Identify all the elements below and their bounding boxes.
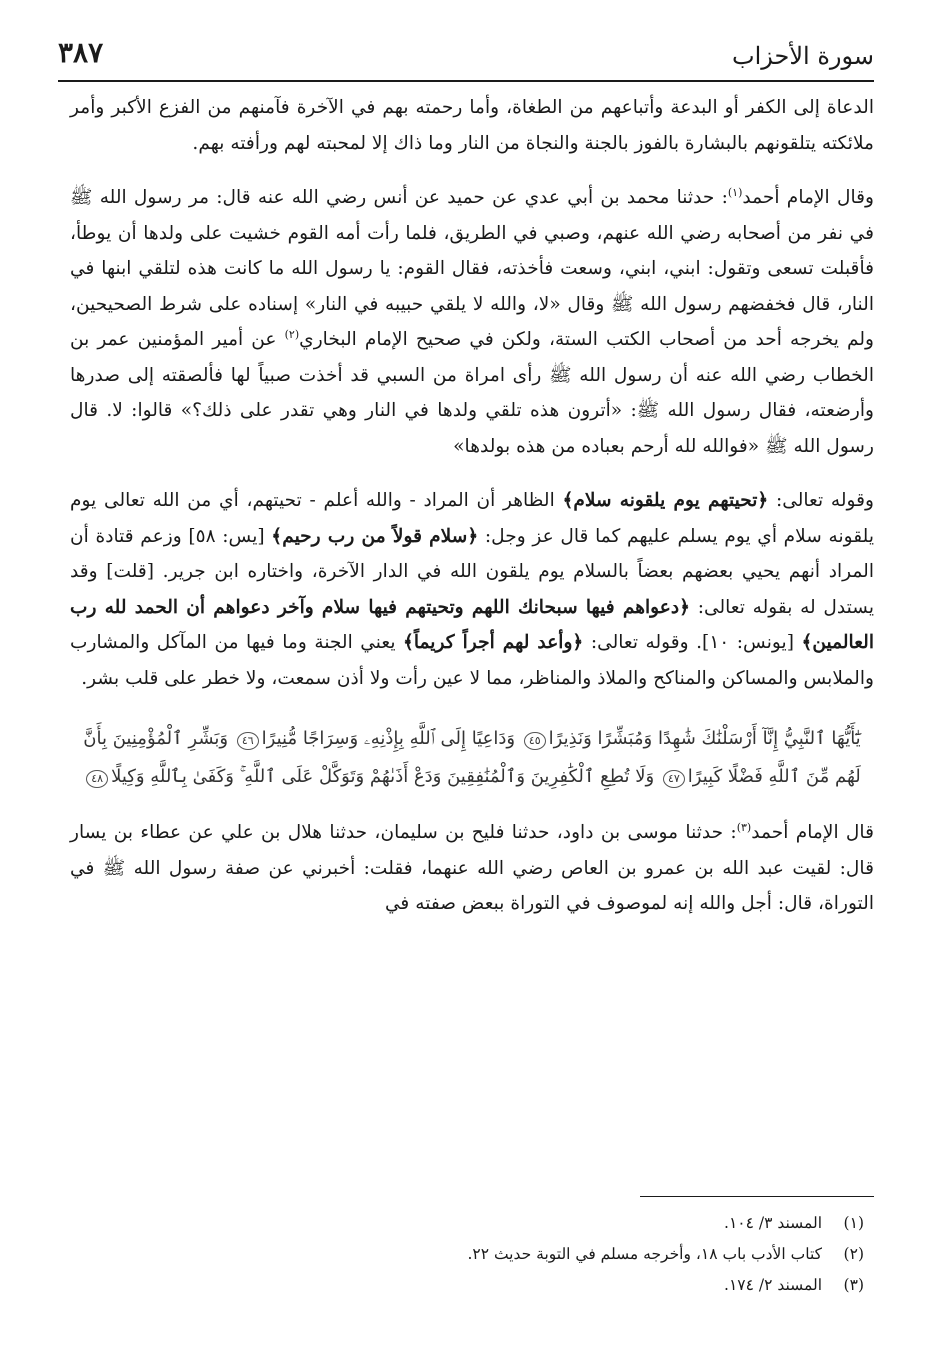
p4-start: قال الإمام أحمد xyxy=(751,822,874,843)
footnote-ref-1: (١) xyxy=(727,185,743,199)
footnote-3 xyxy=(70,1270,864,1301)
verse-number-46: ٤٦ xyxy=(237,732,259,750)
footnote-ref-3: (٣) xyxy=(736,820,752,834)
quran-quote-4: ﴿وأعد لهم أجراً كريماً﴾ xyxy=(403,632,584,653)
paragraph-3 xyxy=(70,483,874,696)
quran-verses-block xyxy=(70,720,874,796)
verse-48: وَلَا تُطِعِ ٱلْكَٰفِرِينَ وَٱلْمُنَٰفِقِينَ وَدَعْ أَذَىٰهُمْ وَتَوَكَّلْ عَلَى ٱللَّهِ ۚ وَكَفَىٰ بِٱللَّهِ وَكِيلًا xyxy=(111,766,655,787)
p4-end: : حدثنا موسى بن داود، حدثنا فليح بن سليمان، حدثنا هلال بن علي عن عطاء بن يسار قال: لقيت عبد الله بن عمرو بن العاص رضي الله عنهما، فقلت: أخبرني عن صفة رسول الله ﷺ في التوراة، قال: أجل والله إنه لموصوف في التوراة ببعض صفته في xyxy=(70,822,874,914)
surah-title: سورة الأحزاب xyxy=(732,42,874,70)
footnote-text: المسند ٢/ ١٧٤. xyxy=(724,1276,822,1294)
p3-text-b: الظاهر أن المراد - والله أعلم - تحيتهم، أي من الله تعالى يوم يلقونه سلام أي يوم يسلم عليهم كما قال عز وجل: xyxy=(70,490,874,547)
verse-number-47: ٤٧ xyxy=(663,770,685,788)
verse-46: وَدَاعِيًا إِلَى ٱللَّهِ بِإِذْنِهِۦ وَسِرَاجًا مُّنِيرًا xyxy=(261,728,516,749)
paragraph-4 xyxy=(70,815,874,922)
paragraph-2 xyxy=(70,180,874,464)
p3-text-e: يعني الجنة وما فيها من المآكل والمشارب والملابس والمساكن والمناكح والملاذ والمناظر، مما لا عين رأت ولا أذن سمعت، ولا خطر على قلب بشر. xyxy=(70,632,874,689)
p3-text-d: [يونس: ١٠]. وقوله تعالى: xyxy=(583,632,802,653)
verse-number-45: ٤٥ xyxy=(524,732,546,750)
verse-45: يَٰٓأَيُّهَا ٱلنَّبِيُّ إِنَّآ أَرْسَلْنَٰكَ شَٰهِدًا وَمُبَشِّرًا وَنَذِيرًا xyxy=(548,728,861,749)
quran-quote-2: ﴿سلام قولاً من رب رحيم﴾ xyxy=(271,525,479,547)
quran-quote-1: ﴿تحيتهم يوم يلقونه سلام﴾ xyxy=(562,490,769,511)
verse-number-48: ٤٨ xyxy=(86,770,108,788)
footnote-number: (٢) xyxy=(843,1245,864,1263)
footnote-ref-2: (٢) xyxy=(284,327,300,341)
page-number: ٣٨٧ xyxy=(58,36,104,69)
footnote-divider xyxy=(640,1196,874,1197)
footnote-2 xyxy=(70,1239,864,1270)
page-header xyxy=(58,30,874,82)
footnote-number: (١) xyxy=(843,1214,864,1232)
page-body xyxy=(70,90,874,922)
p2-start: وقال الإمام أحمد xyxy=(742,187,874,208)
footnote-number: (٣) xyxy=(843,1276,864,1294)
p3-text-a: وقوله تعالى: xyxy=(768,490,874,511)
quran-quote-3: ﴿دعواهم فيها سبحانك اللهم وتحيتهم فيها سلام وآخر دعواهم أن الحمد لله رب العالمين﴾ xyxy=(70,596,874,653)
p2-middle: : حدثنا محمد بن أبي عدي عن حميد عن أنس رضي الله عنه قال: مر رسول الله ﷺ في نفر من أصحابه رضي الله عنهم، وصبي في الطريق، فلما رأت أمه القوم خشيت على ولدها أن يوطأ، فأقبلت تسعى وتقول: ابني، ابني، وسعت فأخذته، فقال القوم: يا رسول الله ما كانت هذه لتلقي ابنها في النار، قال فخفضهم رسول الله ﷺ وقال «لا، والله لا يلقي حبيبه في النار» إسناده على شرط الصحيحين، ولم يخرجه أحد من أصحاب الكتب الستة، ولكن في صحيح الإمام البخاري xyxy=(70,187,874,350)
p2-end: عن أمير المؤمنين عمر بن الخطاب رضي الله عنه أن رسول الله ﷺ رأى امراة من السبي قد أخذت صبياً لها فألصقته إلى صدرها وأرضعته، فقال رسول الله ﷺ: «أترون هذه تلقي ولدها في النار وهي تقدر على ذلك؟» قالوا: لا. قال رسول الله ﷺ «فوالله لله أرحم بعباده من هذه بولدها» xyxy=(70,329,874,457)
footnote-text: كتاب الأدب باب ١٨، وأخرجه مسلم في التوبة حديث ٢٢. xyxy=(467,1245,822,1263)
footnote-1 xyxy=(70,1208,864,1239)
paragraph-1: الدعاة إلى الكفر أو البدعة وأتباعهم من الطغاة، وأما رحمته بهم في الآخرة فآمنهم من الفزع الأكبر وأمر ملائكته يتلقونهم بالبشارة بالفوز بالجنة والنجاة من النار وما ذاك إلا لمحبته لهم ورأفته بهم. xyxy=(70,97,874,154)
verse-47: وَبَشِّرِ ٱلْمُؤْمِنِينَ بِأَنَّ لَهُم مِّنَ ٱللَّهِ فَضْلًا كَبِيرًا xyxy=(83,728,861,787)
footnotes xyxy=(70,1208,864,1301)
p3-text-c: [يس: ٥٨] وزعم قتادة أن المراد أنهم يحيي بعضهم بعضاً بالسلام يوم يلقون الله في الدار الآخرة، واختاره ابن جرير. [قلت] وقد يستدل له بقوله تعالى: xyxy=(70,525,874,618)
footnote-text: المسند ٣/ ١٠٤. xyxy=(724,1214,822,1232)
